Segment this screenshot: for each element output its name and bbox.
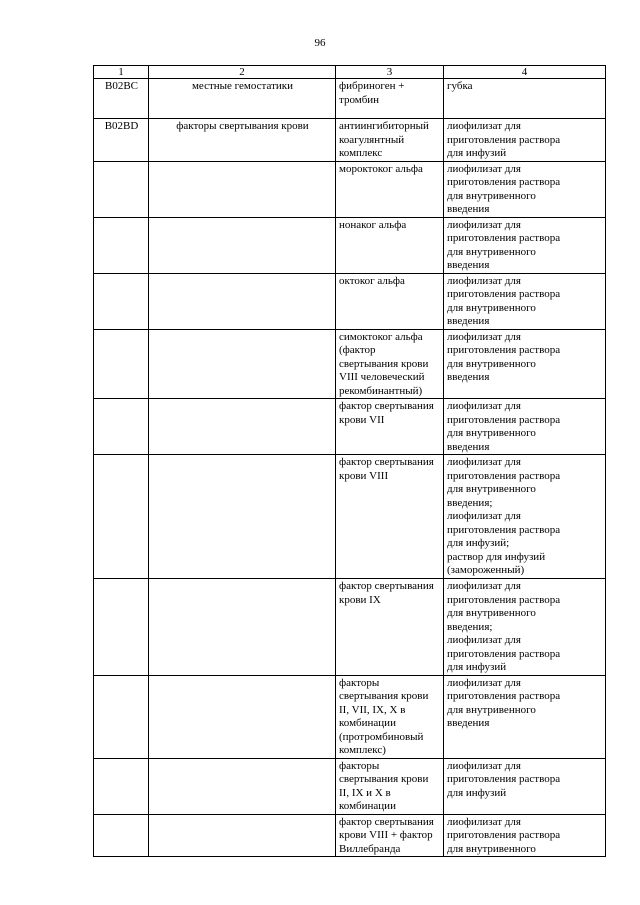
group-cell	[149, 273, 336, 329]
table-row	[94, 579, 606, 676]
column-header-1: 1	[94, 66, 149, 79]
group-cell	[149, 329, 336, 399]
drug-name-cell: факторы свертывания крови II, IX и X в комбинации	[336, 758, 444, 814]
table-row	[94, 675, 606, 758]
drug-name-cell: антиингибиторный коагулянтный комплекс	[336, 119, 444, 162]
group-cell: местные гемостатики	[149, 79, 336, 119]
column-header-3: 3	[336, 66, 444, 79]
drug-name-cell: фактор свертывания крови IX	[336, 579, 444, 676]
atc-code-cell	[94, 814, 149, 857]
dosage-form-cell: лиофилизат для приготовления раствора для внутривенного введения	[444, 161, 606, 217]
atc-code-cell	[94, 217, 149, 273]
dosage-form-cell: губка	[444, 79, 606, 119]
drug-name-cell: фактор свертывания крови VIII	[336, 455, 444, 579]
atc-code-cell	[94, 579, 149, 676]
atc-code-cell	[94, 273, 149, 329]
group-cell: факторы свертывания крови	[149, 119, 336, 162]
table-row	[94, 273, 606, 329]
drug-name-cell: факторы свертывания крови II, VII, IX, X в комбинации (протромбиновый комплекс)	[336, 675, 444, 758]
dosage-form-cell: лиофилизат для приготовления раствора для внутривенного введения; лиофилизат для приготовления раствора для инфузий; раствор для инфузий (замороженный)	[444, 455, 606, 579]
dosage-form-cell: лиофилизат для приготовления раствора для внутривенного введения	[444, 273, 606, 329]
table-row	[94, 329, 606, 399]
dosage-form-cell: лиофилизат для приготовления раствора для внутривенного введения; лиофилизат для приготовления раствора для инфузий	[444, 579, 606, 676]
table-row	[94, 758, 606, 814]
atc-code-cell: B02BD	[94, 119, 149, 162]
dosage-form-cell: лиофилизат для приготовления раствора для инфузий	[444, 119, 606, 162]
group-cell	[149, 399, 336, 455]
atc-code-cell	[94, 399, 149, 455]
dosage-form-cell: лиофилизат для приготовления раствора для внутривенного введения	[444, 399, 606, 455]
drug-name-cell: октоког альфа	[336, 273, 444, 329]
atc-code-cell	[94, 329, 149, 399]
dosage-form-cell: лиофилизат для приготовления раствора для внутривенного введения	[444, 675, 606, 758]
table-row	[94, 79, 606, 119]
atc-code-cell: B02BC	[94, 79, 149, 119]
drug-name-cell: фактор свертывания крови VII	[336, 399, 444, 455]
table-row	[94, 814, 606, 857]
drug-name-cell: фактор свертывания крови VIII + фактор Виллебранда	[336, 814, 444, 857]
group-cell	[149, 455, 336, 579]
table-row	[94, 119, 606, 162]
table-header-row	[94, 66, 606, 79]
drug-name-cell: мороктоког альфа	[336, 161, 444, 217]
table-row	[94, 217, 606, 273]
dosage-form-cell: лиофилизат для приготовления раствора для внутривенного введения	[444, 329, 606, 399]
dosage-form-cell: лиофилизат для приготовления раствора для инфузий	[444, 758, 606, 814]
drug-name-cell: нонаког альфа	[336, 217, 444, 273]
column-header-2: 2	[149, 66, 336, 79]
dosage-form-cell: лиофилизат для приготовления раствора для внутривенного введения	[444, 217, 606, 273]
dosage-form-cell: лиофилизат для приготовления раствора для внутривенного	[444, 814, 606, 857]
table-row	[94, 399, 606, 455]
atc-code-cell	[94, 758, 149, 814]
drug-name-cell: симоктоког альфа (фактор свертывания крови VIII человеческий рекомбинантный)	[336, 329, 444, 399]
atc-code-cell	[94, 455, 149, 579]
group-cell	[149, 675, 336, 758]
atc-code-cell	[94, 675, 149, 758]
column-header-4: 4	[444, 66, 606, 79]
page-number: 96	[314, 37, 326, 49]
group-cell	[149, 161, 336, 217]
drug-table	[93, 65, 606, 857]
atc-code-cell	[94, 161, 149, 217]
table-row	[94, 455, 606, 579]
group-cell	[149, 814, 336, 857]
group-cell	[149, 579, 336, 676]
drug-name-cell: фибриноген + тромбин	[336, 79, 444, 119]
table-row	[94, 161, 606, 217]
group-cell	[149, 758, 336, 814]
group-cell	[149, 217, 336, 273]
